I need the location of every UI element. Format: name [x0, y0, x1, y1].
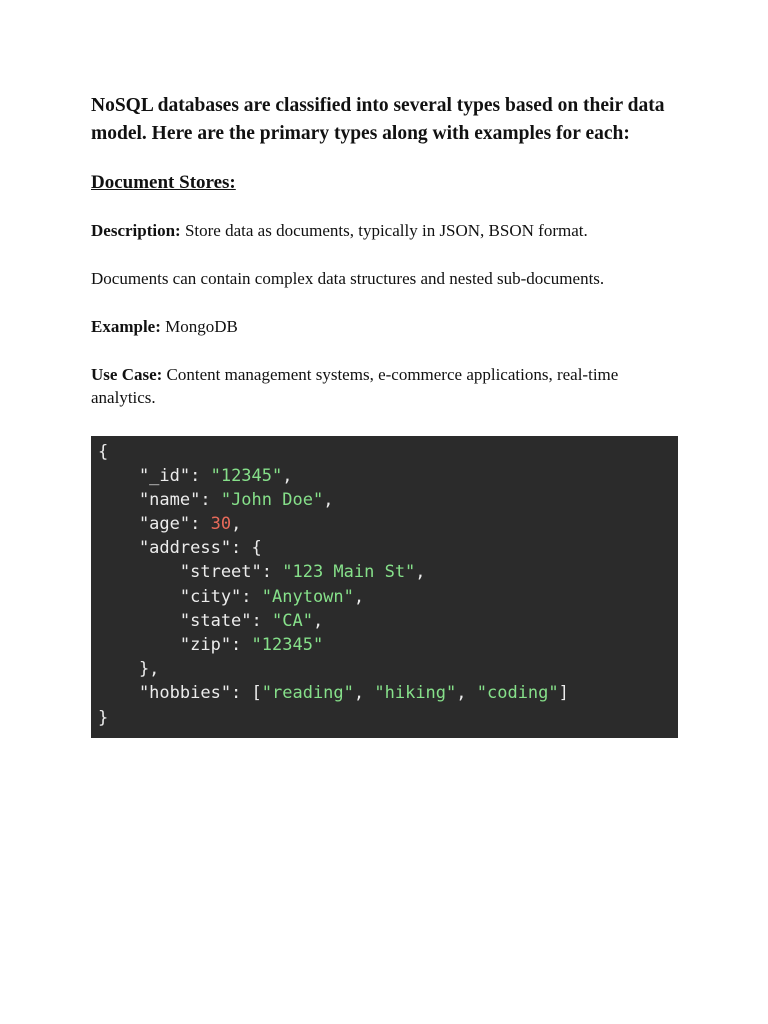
- code-text-token: ,: [353, 683, 375, 704]
- code-string-token: "12345": [251, 635, 324, 655]
- usecase-text: Content management systems, e-commerce applications, real-time analytics.: [91, 364, 619, 407]
- code-text-token: ,: [323, 489, 334, 510]
- code-line: [98, 440, 671, 464]
- description-text: Store data as documents, typically in JSON, BSON format.: [180, 221, 588, 240]
- code-text-token: ,: [415, 562, 426, 583]
- code-string-token: "Anytown": [261, 586, 354, 607]
- code-text-token: ,: [282, 465, 293, 486]
- section-heading-document-stores: Document Stores:: [91, 172, 236, 193]
- code-text-token: "city":: [98, 586, 262, 607]
- code-number-token: 30: [210, 514, 232, 535]
- example-text: MongoDB: [160, 317, 238, 336]
- code-text-token: "street":: [98, 562, 283, 583]
- code-text-token: ,: [312, 610, 324, 631]
- code-string-token: "coding": [476, 683, 559, 704]
- code-text-token: "hobbies": [: [98, 683, 262, 704]
- json-code-block: [91, 436, 678, 738]
- code-string-token: "reading": [261, 683, 354, 704]
- code-string-token: "CA": [272, 610, 313, 631]
- code-line: [98, 681, 671, 705]
- document-page: [91, 92, 678, 738]
- code-string-token: "John Doe": [220, 489, 324, 510]
- code-text-token: ,: [231, 514, 242, 535]
- code-text-token: "_id":: [98, 465, 211, 486]
- code-text-token: "age":: [98, 514, 211, 535]
- code-string-token: "12345": [210, 465, 283, 486]
- code-text-token: {: [98, 441, 109, 462]
- code-line: [98, 633, 671, 657]
- code-text-token: },: [98, 659, 160, 680]
- usecase-label: Use Case:: [91, 364, 163, 384]
- code-text-token: "state":: [98, 610, 272, 631]
- example-label: Example:: [91, 317, 161, 336]
- intro-heading: NoSQL databases are classified into several types based on their data model. Here are the primary types along with examples for each:: [91, 95, 665, 144]
- code-text-token: ,: [353, 586, 365, 607]
- code-text-token: ,: [456, 683, 477, 704]
- code-line: [98, 585, 671, 609]
- documents-paragraph: Documents can contain complex data structures and nested sub-documents.: [91, 268, 605, 288]
- code-text-token: ]: [558, 683, 569, 704]
- code-string-token: "hiking": [374, 683, 457, 704]
- usecase-paragraph: [91, 363, 678, 410]
- code-line: [98, 464, 671, 488]
- description-label: Description:: [91, 221, 181, 240]
- code-string-token: "123 Main St": [282, 562, 416, 583]
- code-line: [98, 512, 671, 536]
- code-text-token: "name":: [98, 489, 221, 510]
- code-line: [98, 488, 671, 512]
- example-paragraph: [91, 315, 678, 339]
- code-text-token: "address": {: [98, 538, 262, 559]
- description-paragraph: [91, 219, 678, 243]
- code-line: [98, 560, 671, 584]
- code-text-token: }: [98, 707, 109, 728]
- code-text-token: "zip":: [98, 635, 252, 655]
- code-line: [98, 536, 671, 560]
- code-line: [98, 609, 671, 633]
- code-line: [98, 657, 671, 681]
- code-line: [98, 706, 671, 730]
